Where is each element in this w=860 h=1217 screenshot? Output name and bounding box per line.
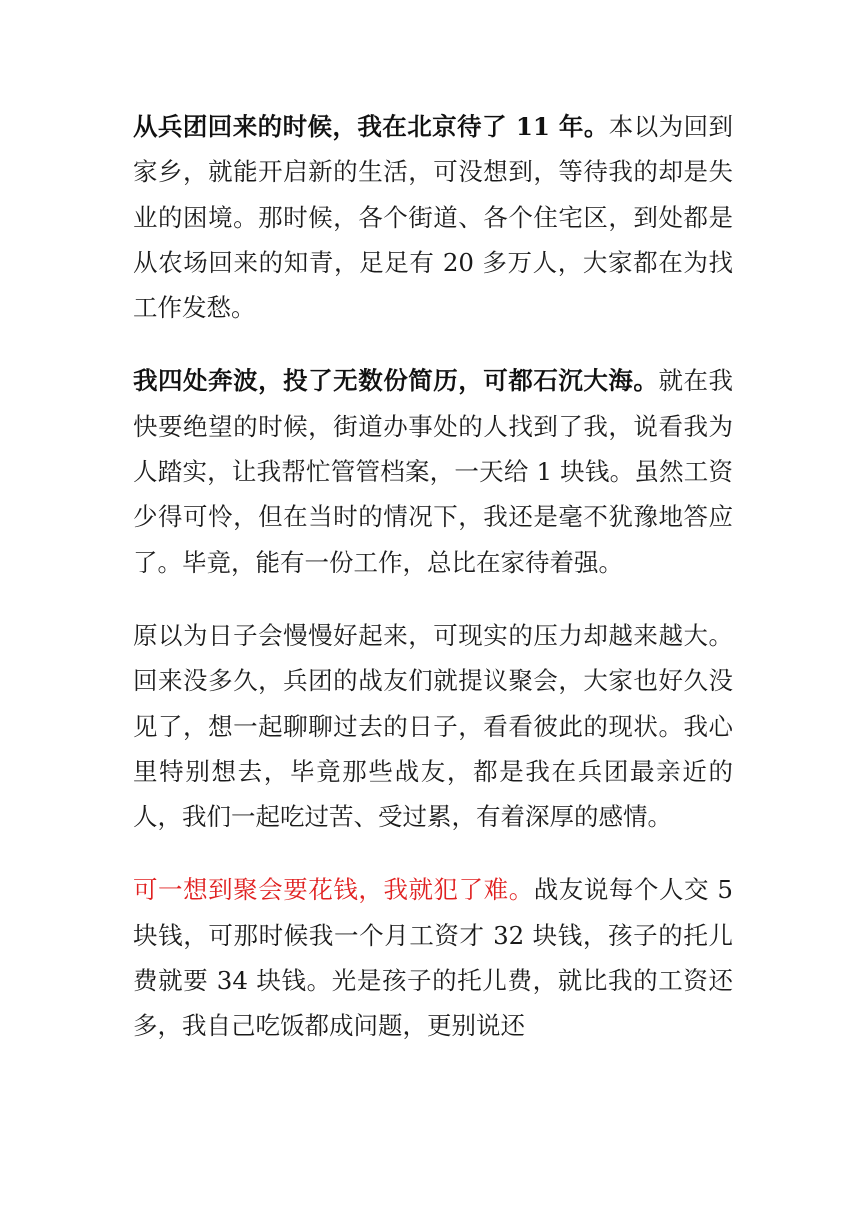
paragraph-2-text: 就在我快要绝望的时候，街道办事处的人找到了我，说看我为人踏实，让我帮忙管管档案，一天给 1 块钱。虽然工资少得可怜，但在当时的情况下，我还是毫不犹豫地答应了。毕竟，能有一份工作，总比在家待着强。 — [133, 366, 734, 577]
paragraph-4-highlight: 可一想到聚会要花钱，我就犯了难。 — [133, 875, 534, 905]
paragraph-2 — [133, 358, 733, 584]
paragraph-1 — [133, 104, 733, 330]
paragraph-1-text: 本以为回到家乡，就能开启新的生活，可没想到，等待我的却是失业的困境。那时候，各个街道、各个住宅区，到处都是从农场回来的知青，足足有 20 多万人，大家都在为找工作发愁。 — [133, 112, 734, 323]
paragraph-4-text: 战友说每个人交 5 块钱，可那时候我一个月工资才 32 块钱，孩子的托儿费就要 34 块钱。光是孩子的托儿费，就比我的工资还多，我自己吃饭都成问题，更别说还 — [133, 875, 733, 1041]
paragraph-1-lead: 从兵团回来的时候，我在北京待了 11 年。 — [133, 112, 609, 141]
article-body — [133, 104, 733, 1077]
paragraph-4 — [133, 867, 733, 1048]
paragraph-2-lead: 我四处奔波，投了无数份简历，可都石沉大海。 — [133, 366, 659, 396]
paragraph-3-text: 原以为日子会慢慢好起来，可现实的压力却越来越大。回来没多久，兵团的战友们就提议聚会，大家也好久没见了，想一起聊聊过去的日子，看看彼此的现状。我心里特别想去，毕竟那些战友，都是我在兵团最亲近的人，我们一起吃过苦、受过累，有着深厚的感情。 — [133, 620, 733, 832]
paragraph-3 — [133, 613, 733, 839]
